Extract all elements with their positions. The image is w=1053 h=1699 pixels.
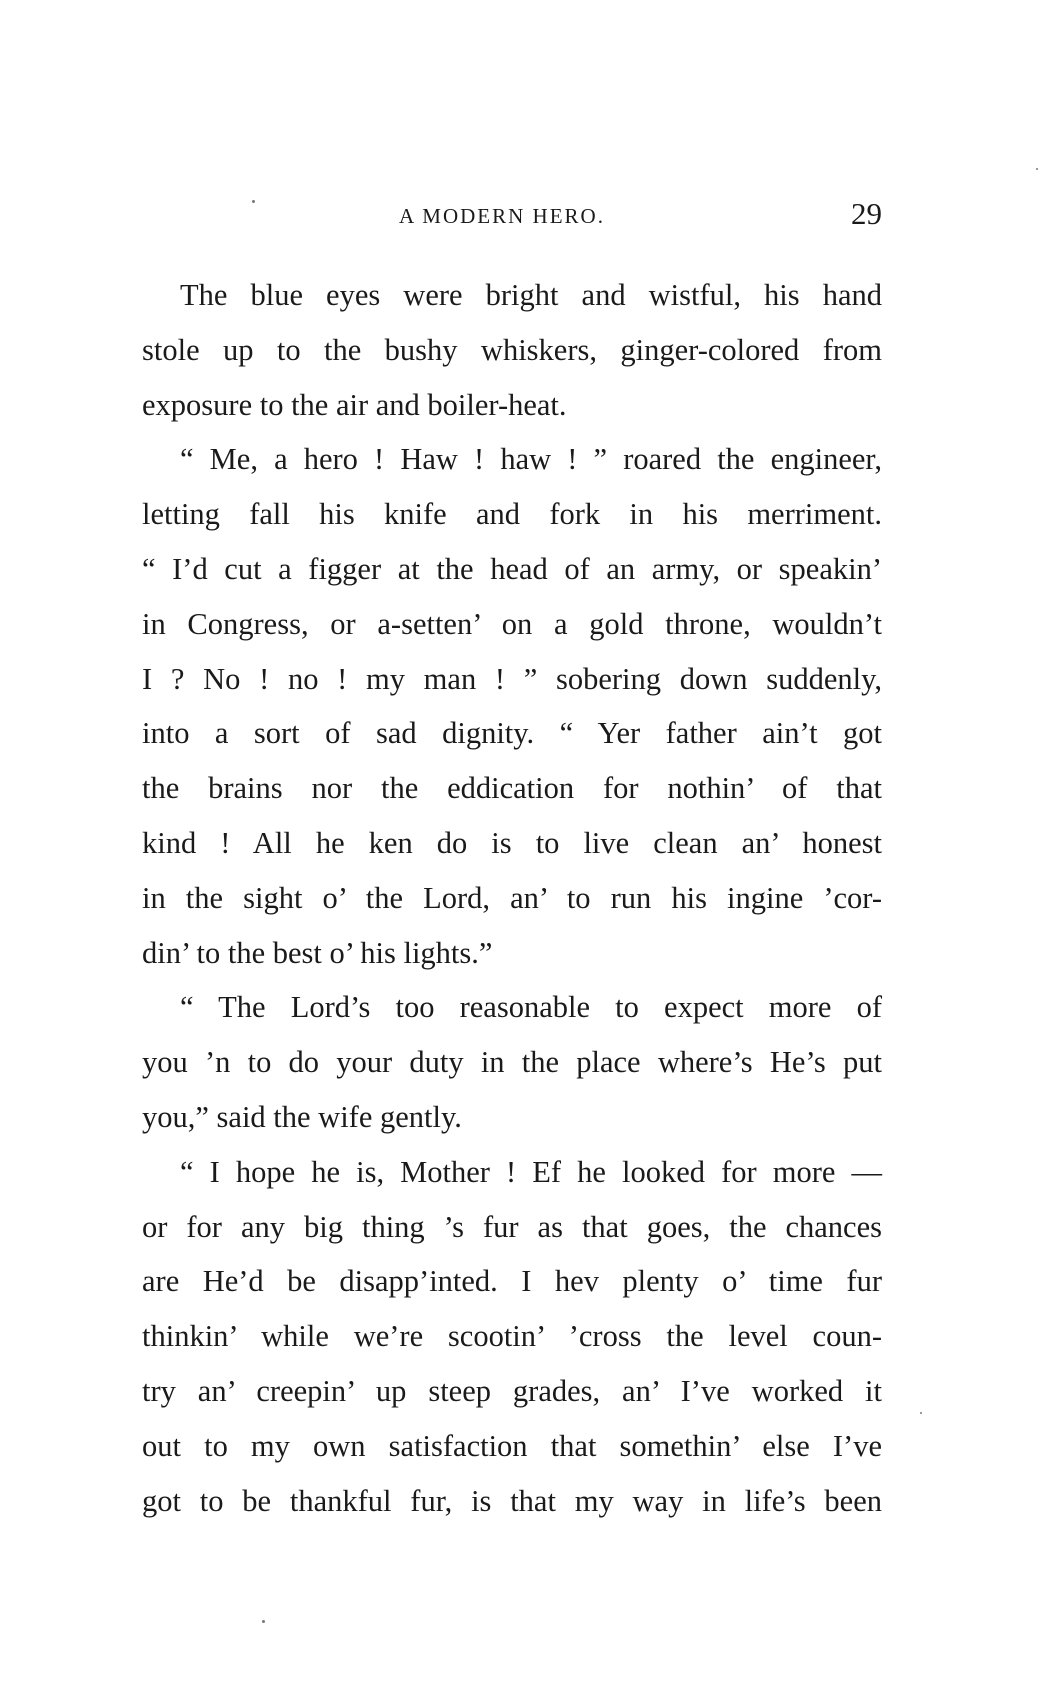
text-line: thinkin’ while we’re scootin’ ’cross the level coun- [142, 1319, 882, 1354]
text-line: kind ! All he ken do is to live clean an’ honest [142, 825, 882, 860]
running-head: A MODERN HERO. [399, 204, 605, 228]
text-line: try an’ creepin’ up steep grades, an’ I’ve worked it [142, 1373, 882, 1408]
text-line: I ? No ! no ! my man ! ” sobering down suddenly, [142, 661, 882, 696]
text-line: stole up to the bushy whiskers, ginger-colored from [142, 332, 882, 367]
text-line: into a sort of sad dignity. “ Yer father ain’t got [142, 716, 882, 751]
text-line: “ Me, a hero ! Haw ! haw ! ” roared the engineer, [180, 442, 882, 477]
ink-speck [1036, 168, 1038, 170]
body-text [142, 268, 882, 1528]
text-line: are He’d be disapp’inted. I hev plenty o’ time fur [142, 1264, 882, 1299]
text-line: exposure to the air and boiler-heat. [142, 387, 567, 422]
text-line: din’ to the best o’ his lights.” [142, 935, 493, 970]
text-line: in Congress, or a-setten’ on a gold throne, wouldn’t [142, 606, 882, 641]
text-line: or for any big thing ’s fur as that goes, the chances [142, 1209, 882, 1244]
page-number: 29 [851, 196, 882, 231]
text-line: the brains nor the eddication for nothin’ of that [142, 771, 882, 806]
text-line: “ The Lord’s too reasonable to expect more of [180, 990, 882, 1025]
text-line: you,” said the wife gently. [142, 1099, 462, 1134]
text-line: The blue eyes were bright and wistful, his hand [180, 278, 882, 312]
text-line: “ I hope he is, Mother ! Ef he looked for more — [180, 1154, 882, 1189]
ink-speck [252, 200, 255, 203]
text-line: “ I’d cut a figger at the head of an army, or speakin’ [142, 551, 882, 586]
ink-speck [920, 1412, 922, 1414]
text-line: you ’n to do your duty in the place where’s He’s put [142, 1045, 882, 1080]
text-line: got to be thankful fur, is that my way in life’s been [142, 1483, 882, 1518]
text-line: letting fall his knife and fork in his merriment. [142, 497, 882, 532]
ink-speck [262, 1620, 265, 1623]
text-line: in the sight o’ the Lord, an’ to run his ingine ’cor- [142, 880, 882, 915]
text-line: out to my own satisfaction that somethin’ else I’ve [142, 1428, 882, 1463]
